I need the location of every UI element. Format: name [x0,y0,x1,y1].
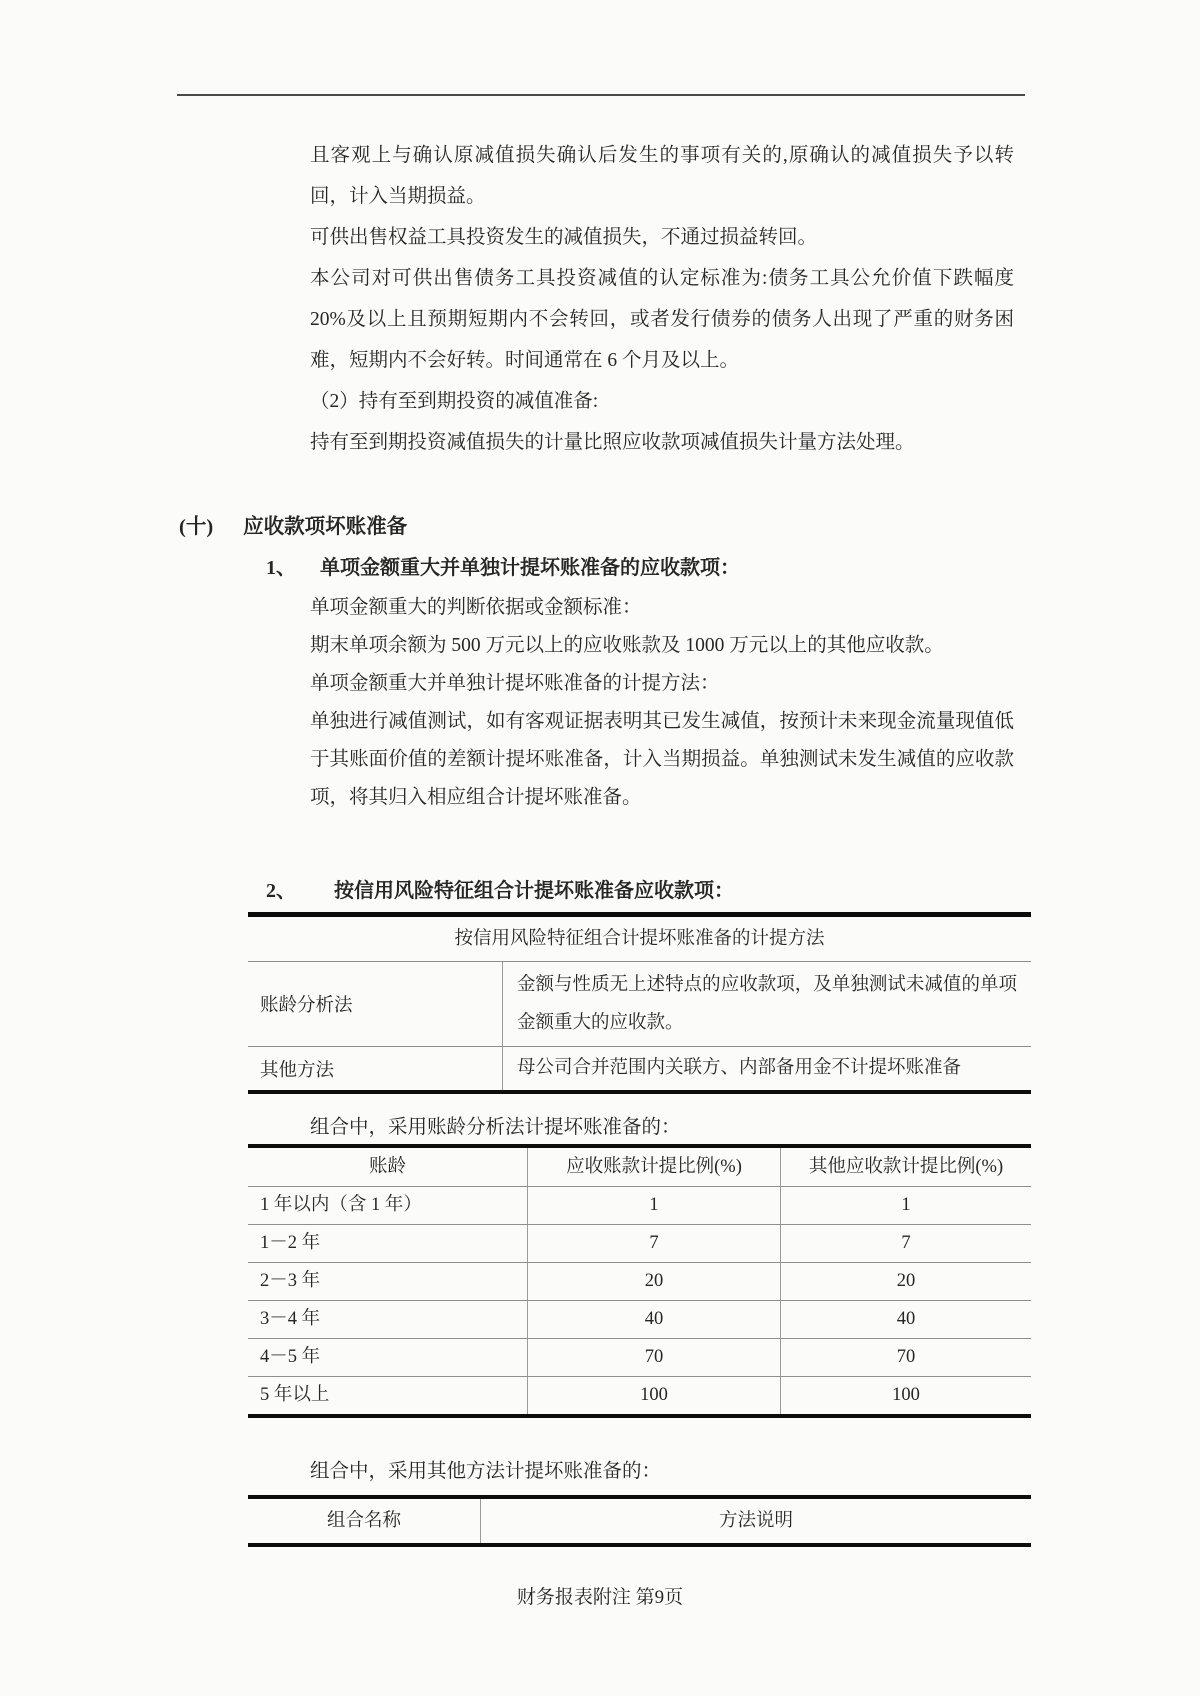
table-row [248,962,1031,1047]
other-pct-cell: 7 [901,1233,911,1253]
other-pct-cell: 100 [892,1385,920,1405]
table-row [248,1225,1031,1263]
other-table-header-row [248,1499,1031,1543]
aging-table-intro: 组合中，采用账龄分析法计提坏账准备的： [310,1117,681,1138]
column-header-age: 账龄 [248,1148,528,1186]
paragraph: 本公司对可供出售债务工具投资减值的认定标准为:债务工具公允价值下跌幅度 20%及以上且预期短期内不会转回，或者发行债券的债务人出现了严重的财务困难，短期内不会好转。时间通常在 6 个月及以上。 [310,268,1014,371]
age-cell: 2－3 年 [248,1263,528,1300]
ar-pct-cell: 40 [528,1301,781,1338]
other-pct-cell: 70 [896,1347,916,1367]
ar-pct-cell: 70 [528,1339,781,1376]
item-title: 按信用风险特征组合计提坏账准备应收款项： [334,880,734,902]
page-footer: 财务报表附注 第9页 [516,1587,684,1608]
method-description-cell: 母公司合并范围内关联方、内部备用金不计提坏账准备 [502,1047,1031,1090]
item-number: 1、 [266,557,296,579]
aging-table-header-row [248,1148,1031,1187]
column-header-ar-pct: 应收账款计提比例(%) [528,1148,781,1186]
column-header-other-pct: 其他应收款计提比例(%) [808,1157,1004,1177]
ar-pct-cell: 1 [528,1187,781,1224]
intro-paragraphs [310,135,1014,463]
table-row [248,1187,1031,1225]
aging-table [248,1144,1031,1418]
method-name-cell: 其他方法 [260,1060,335,1081]
method-table-merged-header: 按信用风险特征组合计提坏账准备的计提方法 [248,917,1031,962]
header-rule [177,94,1025,96]
paragraph: 持有至到期投资减值损失的计量比照应收款项减值损失计量方法处理。 [310,432,915,453]
method-name-cell: 账龄分析法 [260,996,353,1016]
ar-pct-cell: 7 [528,1225,781,1262]
age-cell: 5 年以上 [248,1377,528,1414]
section-title: 应收款项坏账准备 [243,516,408,538]
age-cell: 3－4 年 [248,1301,528,1338]
other-method-table [248,1495,1031,1547]
table-row [248,1339,1031,1377]
other-pct-cell: 20 [896,1271,916,1291]
item-number: 2、 [266,880,296,902]
ar-pct-cell: 20 [528,1263,781,1300]
paragraph: 且客观上与确认原减值损失确认后发生的事项有关的,原确认的减值损失予以转回，计入当期损益。 [310,145,1014,207]
section-number: (十) [179,516,214,538]
item-title: 单项金额重大并单独计提坏账准备的应收款项： [320,557,740,579]
paragraph: 单项金额重大并单独计提坏账准备的计提方法： [310,673,720,694]
paragraph: 期末单项余额为 500 万元以上的应收账款及 1000 万元以上的其他应收款。 [310,635,944,656]
other-pct-cell: 1 [901,1195,911,1215]
ar-pct-cell: 100 [528,1377,781,1414]
paragraph: 单项金额重大的判断依据或金额标准： [310,597,642,618]
table-row [248,1263,1031,1301]
column-header-method-desc: 方法说明 [718,1511,793,1531]
age-cell: 1－2 年 [248,1225,528,1262]
method-description-cell: 金额与性质无上述特点的应收款项，及单独测试未减值的单项金额重大的应收款。 [502,962,1031,1046]
paragraph: 单独进行减值测试，如有客观证据表明其已发生减值，按预计未来现金流量现值低于其账面价值的差额计提坏账准备，计入当期损益。单独测试未发生减值的应收款项，将其归入相应组合计提坏账准备。 [310,711,1014,808]
column-header-combo-name: 组合名称 [248,1499,481,1543]
table-row [248,1301,1031,1339]
table-row [248,1377,1031,1414]
paragraph: （2）持有至到期投资的减值准备: [310,391,599,412]
item-2-heading [248,876,1031,917]
age-cell: 4－5 年 [248,1339,528,1376]
paragraph: 可供出售权益工具投资发生的减值损失，不通过损益转回。 [310,227,818,248]
other-table-intro: 组合中，采用其他方法计提坏账准备的： [310,1461,662,1482]
item-1-body [310,589,1014,817]
age-cell: 1 年以内（含 1 年） [248,1187,528,1224]
other-pct-cell: 40 [896,1309,916,1329]
item-1-heading [266,553,740,583]
section-10-heading [179,512,407,542]
method-table [248,917,1031,1094]
table-row [248,1047,1031,1090]
